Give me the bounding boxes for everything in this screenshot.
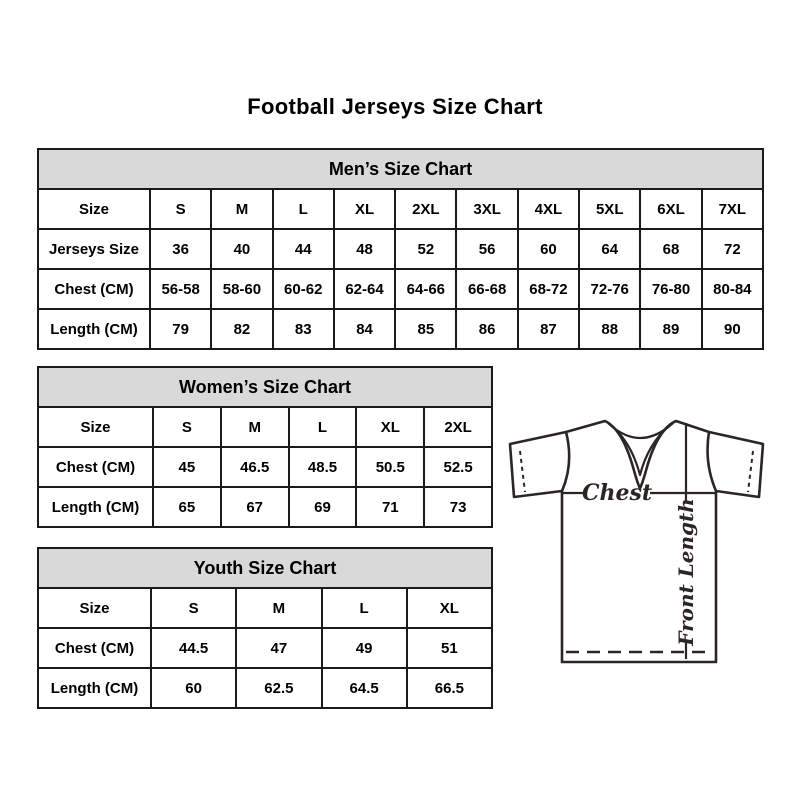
value-cell: M (211, 189, 272, 229)
value-cell: 2XL (424, 407, 492, 447)
table-row (38, 588, 492, 628)
value-cell: 73 (424, 487, 492, 527)
womens-table-title: Women’s Size Chart (38, 367, 492, 407)
value-cell: 88 (579, 309, 640, 349)
value-cell: 64-66 (395, 269, 456, 309)
value-cell: 87 (518, 309, 579, 349)
chest-label: Chest (581, 480, 653, 506)
value-cell: 76-80 (640, 269, 701, 309)
value-cell: 51 (407, 628, 492, 668)
womens-size-chart-table (37, 366, 493, 528)
row-label-cell: Size (38, 189, 150, 229)
youth-size-chart-table (37, 547, 493, 709)
value-cell: 48 (334, 229, 395, 269)
value-cell: 7XL (702, 189, 763, 229)
value-cell: 79 (150, 309, 211, 349)
value-cell: 71 (356, 487, 424, 527)
value-cell: 48.5 (289, 447, 357, 487)
jersey-diagram-icon (500, 406, 772, 674)
value-cell: 83 (273, 309, 334, 349)
mens-title-row (38, 149, 763, 189)
value-cell: 5XL (579, 189, 640, 229)
value-cell: M (221, 407, 289, 447)
value-cell: 4XL (518, 189, 579, 229)
value-cell: 72 (702, 229, 763, 269)
value-cell: 36 (150, 229, 211, 269)
value-cell: 3XL (456, 189, 517, 229)
table-row (38, 668, 492, 708)
value-cell: 85 (395, 309, 456, 349)
value-cell: S (151, 588, 236, 628)
page-title: Football Jerseys Size Chart (247, 94, 543, 119)
value-cell: 84 (334, 309, 395, 349)
value-cell: 49 (322, 628, 407, 668)
value-cell: 44 (273, 229, 334, 269)
table-row (38, 407, 492, 447)
value-cell: 86 (456, 309, 517, 349)
front-length-label: Front Length (674, 498, 698, 646)
mens-table-title: Men’s Size Chart (38, 149, 763, 189)
row-label-cell: Jerseys Size (38, 229, 150, 269)
value-cell: S (150, 189, 211, 229)
value-cell: 56-58 (150, 269, 211, 309)
value-cell: 60 (151, 668, 236, 708)
youth-title-row (38, 548, 492, 588)
jersey-measurement-diagram (500, 406, 772, 674)
table-row (38, 309, 763, 349)
value-cell: 64 (579, 229, 640, 269)
value-cell: 65 (153, 487, 221, 527)
table-row (38, 189, 763, 229)
table-row (38, 487, 492, 527)
table-row (38, 269, 763, 309)
value-cell: 64.5 (322, 668, 407, 708)
value-cell: XL (407, 588, 492, 628)
jersey-left-sleeve (510, 432, 566, 497)
value-cell: 69 (289, 487, 357, 527)
table-row (38, 628, 492, 668)
value-cell: XL (356, 407, 424, 447)
value-cell: XL (334, 189, 395, 229)
value-cell: 67 (221, 487, 289, 527)
value-cell: 72-76 (579, 269, 640, 309)
row-label-cell: Size (38, 407, 153, 447)
table-row (38, 447, 492, 487)
value-cell: 68 (640, 229, 701, 269)
value-cell: 60 (518, 229, 579, 269)
row-label-cell: Chest (CM) (38, 628, 151, 668)
value-cell: 82 (211, 309, 272, 349)
value-cell: 6XL (640, 189, 701, 229)
mens-size-chart-table (37, 148, 764, 350)
value-cell: 47 (236, 628, 321, 668)
value-cell: 62.5 (236, 668, 321, 708)
value-cell: M (236, 588, 321, 628)
value-cell: 2XL (395, 189, 456, 229)
youth-table-title: Youth Size Chart (38, 548, 492, 588)
value-cell: 62-64 (334, 269, 395, 309)
value-cell: 56 (456, 229, 517, 269)
value-cell: 40 (211, 229, 272, 269)
value-cell: 60-62 (273, 269, 334, 309)
value-cell: 58-60 (211, 269, 272, 309)
value-cell: 89 (640, 309, 701, 349)
table-row (38, 229, 763, 269)
value-cell: 46.5 (221, 447, 289, 487)
value-cell: 50.5 (356, 447, 424, 487)
value-cell: 80-84 (702, 269, 763, 309)
value-cell: 66.5 (407, 668, 492, 708)
value-cell: 68-72 (518, 269, 579, 309)
value-cell: 45 (153, 447, 221, 487)
value-cell: 52 (395, 229, 456, 269)
row-label-cell: Chest (CM) (38, 269, 150, 309)
jersey-right-sleeve (709, 432, 763, 497)
row-label-cell: Chest (CM) (38, 447, 153, 487)
row-label-cell: Length (CM) (38, 668, 151, 708)
row-label-cell: Length (CM) (38, 309, 150, 349)
value-cell: L (289, 407, 357, 447)
value-cell: 52.5 (424, 447, 492, 487)
value-cell: 44.5 (151, 628, 236, 668)
row-label-cell: Length (CM) (38, 487, 153, 527)
value-cell: 90 (702, 309, 763, 349)
value-cell: S (153, 407, 221, 447)
value-cell: L (322, 588, 407, 628)
value-cell: 66-68 (456, 269, 517, 309)
row-label-cell: Size (38, 588, 151, 628)
womens-title-row (38, 367, 492, 407)
value-cell: L (273, 189, 334, 229)
